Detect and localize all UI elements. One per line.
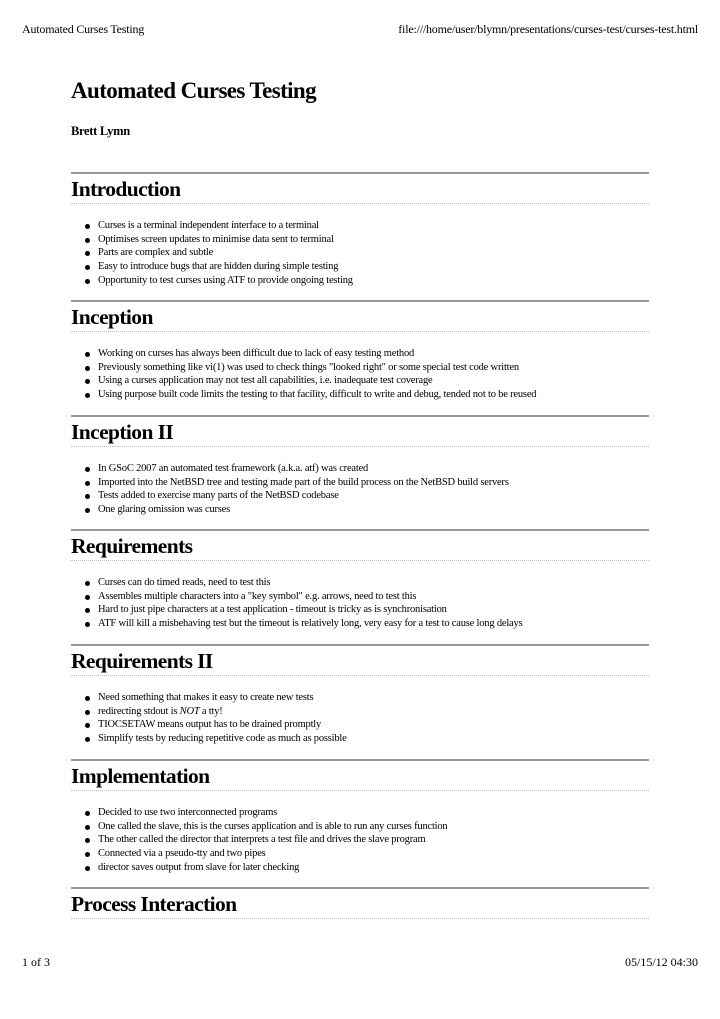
list-item: One called the slave, this is the curses application and is able to run any curses function xyxy=(85,820,649,834)
bullet-list xyxy=(71,691,649,746)
list-item: Optimises screen updates to minimise data sent to terminal xyxy=(85,233,649,247)
list-item: Simplify tests by reducing repetitive code as much as possible xyxy=(85,732,649,746)
bullet-icon xyxy=(85,723,90,728)
list-item: Opportunity to test curses using ATF to provide ongoing testing xyxy=(85,274,649,288)
bullet-icon xyxy=(85,866,90,871)
slide-requirements-ii xyxy=(71,644,649,746)
slide-implementation xyxy=(71,759,649,875)
bullet-list xyxy=(71,219,649,288)
slide-inception-ii xyxy=(71,415,649,517)
bullet-icon xyxy=(85,608,90,613)
slide-heading: Process Interaction xyxy=(71,891,649,919)
emphasis-text: NOT xyxy=(179,705,200,717)
list-item: director saves output from slave for later checking xyxy=(85,861,649,875)
bullet-list xyxy=(71,576,649,631)
list-item: Need something that makes it easy to create new tests xyxy=(85,691,649,705)
bullet-icon xyxy=(85,595,90,600)
list-item: In GSoC 2007 an automated test framework (a.k.a. atf) was created xyxy=(85,462,649,476)
bullet-list xyxy=(71,462,649,517)
list-item: The other called the director that interprets a test file and drives the slave program xyxy=(85,833,649,847)
list-item: Hard to just pipe characters at a test application - timeout is tricky as is synchronisation xyxy=(85,603,649,617)
document-author: Brett Lymn xyxy=(71,124,130,138)
bullet-icon xyxy=(85,811,90,816)
bullet-icon xyxy=(85,379,90,384)
list-item: redirecting stdout is NOT a tty! xyxy=(85,705,649,719)
bullet-icon xyxy=(85,393,90,398)
page-number: 1 of 3 xyxy=(22,955,50,969)
list-item: Using a curses application may not test all capabilities, i.e. inadequate test coverage xyxy=(85,374,649,388)
list-item: Easy to introduce bugs that are hidden during simple testing xyxy=(85,260,649,274)
bullet-icon xyxy=(85,622,90,627)
slide-process-interaction xyxy=(71,887,649,919)
slide-heading: Requirements xyxy=(71,533,649,561)
bullet-icon xyxy=(85,494,90,499)
list-item: One glaring omission was curses xyxy=(85,503,649,517)
list-item: TIOCSETAW means output has to be drained promptly xyxy=(85,718,649,732)
list-item: Tests added to exercise many parts of the NetBSD codebase xyxy=(85,489,649,503)
slide-heading: Inception xyxy=(71,304,649,332)
list-item: Assembles multiple characters into a "key symbol" e.g. arrows, need to test this xyxy=(85,590,649,604)
list-item: Using purpose built code limits the testing to that facility, difficult to write and debug, tended not to be reused xyxy=(85,388,649,402)
print-header-title: Automated Curses Testing xyxy=(22,22,145,36)
bullet-icon xyxy=(85,366,90,371)
document-title: Automated Curses Testing xyxy=(71,78,317,103)
bullet-icon xyxy=(85,508,90,513)
bullet-list xyxy=(71,347,649,402)
bullet-icon xyxy=(85,737,90,742)
slide-requirements xyxy=(71,529,649,631)
list-item: Previously something like vi(1) was used to check things "looked right" or some special test code written xyxy=(85,361,649,375)
bullet-icon xyxy=(85,224,90,229)
bullet-icon xyxy=(85,710,90,715)
slide-heading: Requirements II xyxy=(71,648,649,676)
bullet-icon xyxy=(85,825,90,830)
list-item: Parts are complex and subtle xyxy=(85,246,649,260)
bullet-icon xyxy=(85,352,90,357)
slide-heading: Implementation xyxy=(71,763,649,791)
bullet-icon xyxy=(85,481,90,486)
print-header-url: file:///home/user/blymn/presentations/curses-test/curses-test.html xyxy=(398,22,698,36)
document-content xyxy=(71,76,649,916)
bullet-icon xyxy=(85,838,90,843)
bullet-icon xyxy=(85,581,90,586)
list-item: Curses can do timed reads, need to test this xyxy=(85,576,649,590)
bullet-icon xyxy=(85,251,90,256)
bullet-icon xyxy=(85,696,90,701)
bullet-icon xyxy=(85,467,90,472)
list-item: Working on curses has always been difficult due to lack of easy testing method xyxy=(85,347,649,361)
slide-heading: Inception II xyxy=(71,419,649,447)
slide-inception xyxy=(71,300,649,402)
list-item: Imported into the NetBSD tree and testing made part of the build process on the NetBSD build servers xyxy=(85,476,649,490)
bullet-icon xyxy=(85,265,90,270)
slide-introduction xyxy=(71,172,649,288)
bullet-list xyxy=(71,806,649,875)
list-item: Connected via a pseudo-tty and two pipes xyxy=(85,847,649,861)
bullet-icon xyxy=(85,238,90,243)
list-item: ATF will kill a misbehaving test but the timeout is relatively long, very easy for a test to cause long delays xyxy=(85,617,649,631)
bullet-icon xyxy=(85,279,90,284)
slide-heading: Introduction xyxy=(71,176,649,204)
list-item: Curses is a terminal independent interface to a terminal xyxy=(85,219,649,233)
bullet-icon xyxy=(85,852,90,857)
list-item: Decided to use two interconnected programs xyxy=(85,806,649,820)
print-datetime: 05/15/12 04:30 xyxy=(624,955,698,969)
